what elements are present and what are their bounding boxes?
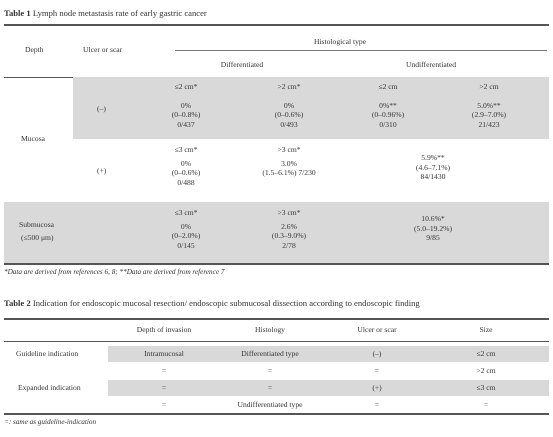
row1-cell2-size: >2 cm* xyxy=(277,82,301,91)
row1-cell2-count: 0/493 xyxy=(280,119,298,129)
t2-header-size: Size xyxy=(479,325,493,334)
row2-undiff-pct: 5.9%** xyxy=(421,153,445,162)
row1-cell1 xyxy=(172,82,200,129)
table2-top-rule xyxy=(4,318,549,320)
t2-header-histology: Histology xyxy=(255,325,285,334)
row2-undiff xyxy=(416,153,450,182)
row2-undiff-count: 84/1430 xyxy=(420,172,446,182)
ulcer-row1: (–) xyxy=(97,104,106,113)
t2-r4-ulcer: = xyxy=(374,400,380,409)
depth-submucosa: Submucosa xyxy=(19,220,55,229)
row3-cell1 xyxy=(172,208,200,250)
row2-cell1 xyxy=(172,145,200,187)
t2-r1-histology: Differentiated type xyxy=(241,349,299,358)
row3-cell2-ci: (0.3–9.0%) xyxy=(271,231,307,241)
row1-cell4-pct: 5.0%** xyxy=(477,100,501,110)
row1-cell3-size: ≤2 cm xyxy=(378,82,398,91)
table1-caption xyxy=(4,8,207,18)
t2-r1-ulcer: (–) xyxy=(372,349,382,358)
header-differentiated: Differentiated xyxy=(220,60,264,69)
t2-guideline-label: Guideline indication xyxy=(16,349,79,358)
row2-cell1-count: 0/488 xyxy=(177,177,195,187)
row3-cell1-count: 0/145 xyxy=(177,240,195,250)
row2-cell2-ci: (1.5–6.1%) 7/230 xyxy=(262,168,316,178)
row3-cell2-size: >3 cm* xyxy=(277,208,301,217)
row1-cell2-ci: (0–0.6%) xyxy=(274,110,304,120)
ulcer-row2: (+) xyxy=(97,166,107,175)
t2-r4-size: = xyxy=(483,400,489,409)
t2-r4-depth: = xyxy=(161,400,167,409)
depth-mucosa: Mucosa xyxy=(21,134,46,143)
row2-cell2 xyxy=(262,145,315,178)
t2-r2-ulcer: = xyxy=(374,366,380,375)
t2-r1-depth: Intramucosal xyxy=(144,349,184,358)
table1-footnote: *Data are derived from references 6, 8; **Data are derived from reference 7 xyxy=(4,268,225,276)
row3-cell1-pct: 0% xyxy=(180,221,192,231)
row3-undiff-ci: (5.0–19.2%) xyxy=(414,223,452,233)
header-depth: Depth xyxy=(25,45,44,54)
t2-r2-histology: = xyxy=(267,366,273,375)
row2-cell1-ci: (0–0.6%) xyxy=(171,168,201,178)
t2-r3-size: ≤3 cm xyxy=(476,383,496,392)
row1-cell1-ci: (0–0.8%) xyxy=(171,110,201,120)
row2-cell1-size: ≤3 cm* xyxy=(174,145,198,154)
row3-cell2-pct: 2.6% xyxy=(281,221,297,231)
table2-bottom-rule xyxy=(4,413,549,415)
header-histological-rule xyxy=(175,50,547,51)
row1-cell3-pct: 0%** xyxy=(379,100,397,110)
row1-cell2 xyxy=(275,82,303,129)
row1-cell4-ci: (2.9–7.0%) xyxy=(471,110,507,120)
table1-top-rule xyxy=(4,24,549,26)
row3-cell2-count: 2/78 xyxy=(282,240,296,250)
header-ulcer: Ulcer or scar xyxy=(83,45,123,54)
row3-cell1-size: ≤3 cm* xyxy=(174,208,198,217)
table1-caption-text: Lymph node metastasis rate of early gastric cancer xyxy=(32,8,207,18)
row2-cell1-pct: 0% xyxy=(180,158,192,168)
row3-undiff xyxy=(414,214,452,243)
header-histological-type: Histological type xyxy=(313,37,367,46)
table1-caption-label: Table 1 xyxy=(4,8,31,18)
header-undifferentiated: Undifferentiated xyxy=(405,60,457,69)
t2-r3-ulcer: (+) xyxy=(372,383,382,392)
table1-bottom-rule xyxy=(4,263,549,265)
depth-submucosa-sub: (≤500 μm) xyxy=(21,233,54,242)
row1-cell1-count: 0/437 xyxy=(177,119,195,129)
row1-cell3-count: 0/310 xyxy=(379,119,397,129)
t2-r2-size: >2 cm xyxy=(476,366,496,375)
row1-cell1-pct: 0% xyxy=(180,100,192,110)
t2-r3-depth: = xyxy=(161,383,167,392)
table2-caption xyxy=(4,298,420,308)
row-separator-1 xyxy=(73,139,549,140)
table2-caption-text: Indication for endoscopic mucosal resection/ endoscopic submucosal dissection according to endoscopic finding xyxy=(32,298,420,308)
row3-undiff-pct: 10.6%* xyxy=(421,214,445,223)
t2-header-depth: Depth of invasion xyxy=(136,325,192,334)
row3-undiff-count: 9/85 xyxy=(426,233,440,243)
row1-cell1-size: ≤2 cm* xyxy=(174,82,198,91)
table2-caption-label: Table 2 xyxy=(4,298,31,308)
row2-cell2-size: >3 cm* xyxy=(277,145,301,154)
row1-cell4-size: >2 cm xyxy=(479,82,499,91)
row3-cell2 xyxy=(272,208,306,250)
row1-cell2-pct: 0% xyxy=(283,100,295,110)
table2-header-rule xyxy=(4,341,549,342)
t2-r3-histology: = xyxy=(267,383,273,392)
row1-cell4-count: 21/423 xyxy=(478,119,500,129)
t2-r2-depth: = xyxy=(161,366,167,375)
t2-header-ulcer: Ulcer or scar xyxy=(357,325,397,334)
table2-footnote: =: same as guideline-indication xyxy=(4,418,97,426)
t2-expanded-label: Expanded indication xyxy=(18,383,81,392)
t2-r1-size: ≤2 cm xyxy=(476,349,496,358)
t2-r4-histology: Undifferentiated type xyxy=(237,400,303,409)
row2-cell2-pct: 3.0% xyxy=(281,158,297,168)
row1-cell4 xyxy=(472,82,506,129)
row1-cell3-ci: (0–0.96%) xyxy=(371,110,405,120)
row3-cell1-ci: (0–2.0%) xyxy=(171,231,201,241)
row1-cell3 xyxy=(372,82,404,129)
row2-undiff-ci: (4.6–7.1%) xyxy=(415,162,451,172)
